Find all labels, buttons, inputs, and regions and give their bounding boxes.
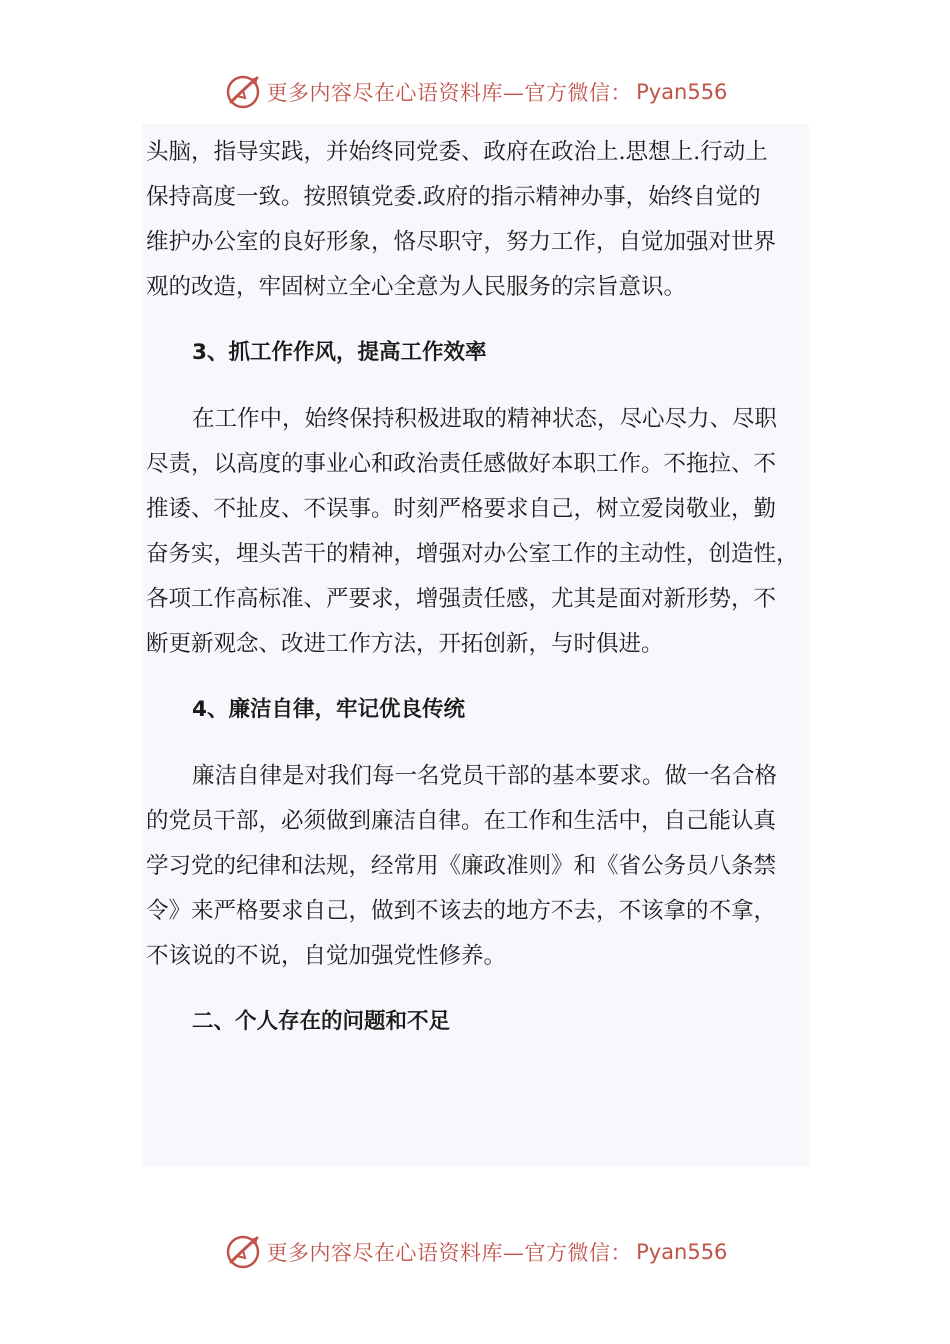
section-heading-2: 二、个人存在的问题和不足 (192, 1009, 451, 1034)
paragraph-line: 廉洁自律是对我们每一名党员干部的基本要求。做一名合格 (192, 763, 778, 789)
paragraph-line: 尽责，以高度的事业心和政治责任感做好本职工作。不拖拉、不 (146, 451, 777, 477)
paragraph-line: 不该说的不说，自觉加强党性修养。 (146, 943, 507, 969)
banner-wechat-id: Pyan556 (636, 80, 728, 104)
paragraph-line: 在工作中，始终保持积极进取的精神状态，尽心尽力、尽职 (192, 406, 778, 432)
paragraph-line: 头脑，指导实践，并始终同党委、政府在政治上.思想上.行动上 (146, 139, 768, 165)
brand-logo-icon (223, 1232, 263, 1272)
paragraph-line: 保持高度一致。按照镇党委.政府的指示精神办事，始终自觉的 (146, 184, 761, 210)
section-heading-4: 4、廉洁自律，牢记优良传统 (192, 697, 465, 722)
paragraph-line: 各项工作高标准、严要求，增强责任感，尤其是面对新形势，不 (146, 586, 777, 612)
header-banner (0, 70, 950, 114)
banner-wechat-id: Pyan556 (636, 1240, 728, 1264)
paragraph-line: 断更新观念、改进工作方法，开拓创新，与时俱进。 (146, 631, 664, 657)
section-heading-3: 3、抓工作作风，提高工作效率 (192, 340, 487, 365)
paragraph-line: 观的改造，牢固树立全心全意为人民服务的宗旨意识。 (146, 274, 687, 300)
paragraph-line: 令》来严格要求自己，做到不该去的地方不去，不该拿的不拿， (146, 898, 777, 924)
paragraph-line: 推诿、不扯皮、不误事。时刻严格要求自己，树立爱岗敬业，勤 (146, 496, 777, 522)
banner-text: 更多内容尽在心语资料库—官方微信： (266, 81, 633, 105)
paragraph-line: 学习党的纪律和法规，经常用《廉政准则》和《省公务员八条禁 (146, 853, 777, 879)
paragraph-line: 奋务实，埋头苦干的精神，增强对办公室工作的主动性，创造性， (146, 541, 799, 567)
banner-text: 更多内容尽在心语资料库—官方微信： (266, 1241, 633, 1265)
paragraph-line: 的党员干部，必须做到廉洁自律。在工作和生活中，自己能认真 (146, 808, 777, 834)
brand-logo-icon (223, 72, 263, 112)
paragraph-line: 维护办公室的良好形象，恪尽职守，努力工作，自觉加强对世界 (146, 229, 777, 255)
footer-banner (0, 1230, 950, 1274)
